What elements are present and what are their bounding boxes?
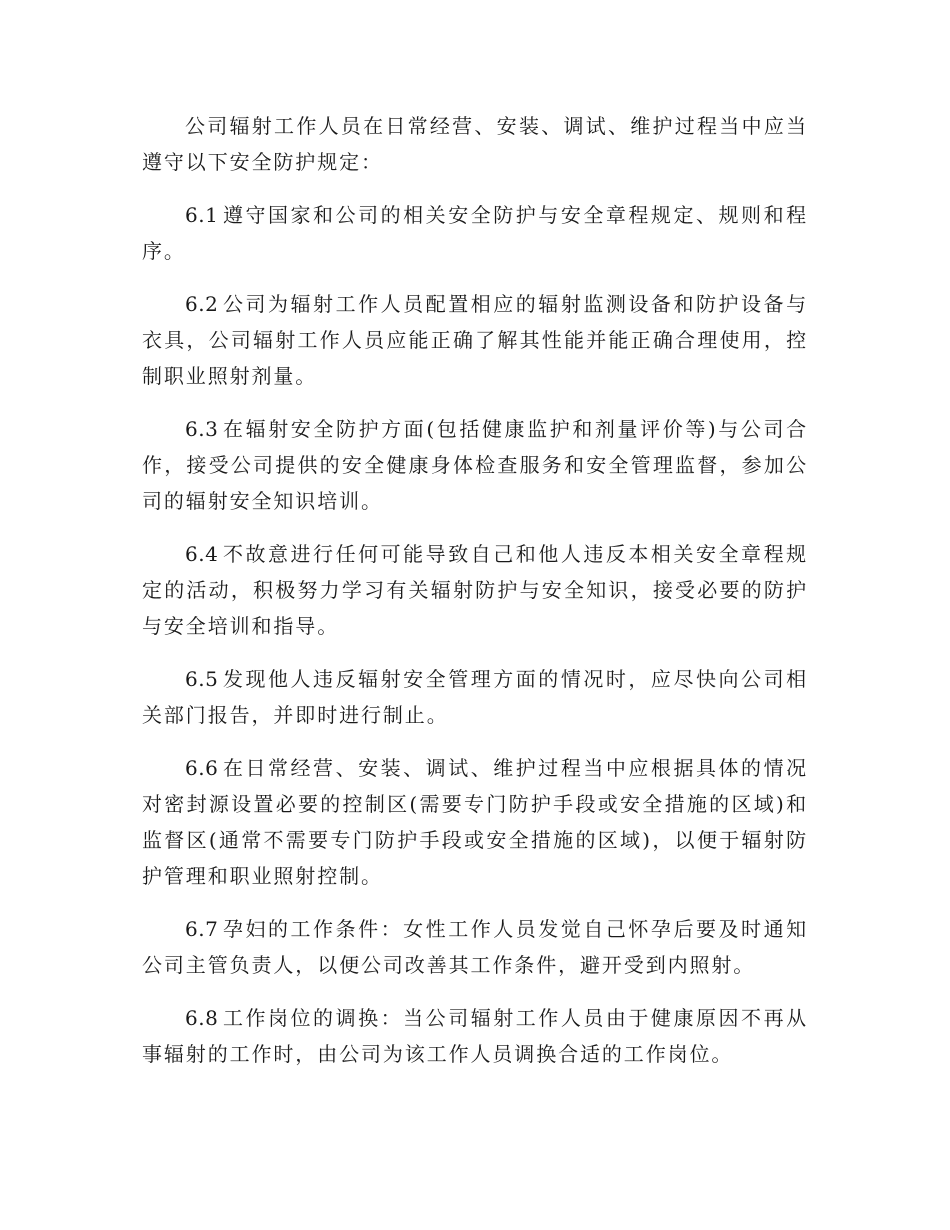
- item-number: 6.8: [185, 1006, 219, 1030]
- intro-paragraph: 公司辐射工作人员在日常经营、安装、调试、维护过程当中应当遵守以下安全防护规定：: [142, 114, 808, 174]
- item-text: 不故意进行任何可能导致自己和他人违反本相关安全章程规定的活动，积极努力学习有关辐射防护与安全知识，接受必要的防护与安全培训和指导。: [142, 542, 808, 638]
- item-text: 在辐射安全防护方面(包括健康监护和剂量评价等)与公司合作，接受公司提供的安全健康身体检查服务和安全管理监督，参加公司的辐射安全知识培训。: [142, 417, 808, 513]
- item-number: 6.6: [185, 756, 219, 780]
- item-6-2: [142, 286, 808, 394]
- item-6-3: [142, 411, 808, 519]
- item-6-6: [142, 750, 808, 894]
- item-text: 公司为辐射工作人员配置相应的辐射监测设备和防护设备与衣具，公司辐射工作人员应能正确了解其性能并能正确合理使用，控制职业照射剂量。: [142, 292, 808, 388]
- item-number: 6.1: [185, 203, 219, 227]
- item-number: 6.4: [185, 542, 219, 566]
- item-text: 发现他人违反辐射安全管理方面的情况时，应尽快向公司相关部门报告，并即时进行制止。: [142, 667, 808, 727]
- item-6-7: [142, 911, 808, 983]
- document-page: [142, 108, 808, 1089]
- item-text: 遵守国家和公司的相关安全防护与安全章程规定、规则和程序。: [142, 203, 808, 263]
- item-text: 工作岗位的调换：当公司辐射工作人员由于健康原因不再从事辐射的工作时，由公司为该工作人员调换合适的工作岗位。: [142, 1006, 808, 1066]
- item-6-4: [142, 536, 808, 644]
- item-number: 6.5: [185, 667, 219, 691]
- item-text: 孕妇的工作条件：女性工作人员发觉自己怀孕后要及时通知公司主管负责人，以便公司改善其工作条件，避开受到内照射。: [142, 917, 808, 977]
- item-6-1: [142, 197, 808, 269]
- item-number: 6.2: [185, 292, 219, 316]
- item-6-5: [142, 661, 808, 733]
- item-6-8: [142, 1000, 808, 1072]
- item-number: 6.7: [185, 917, 219, 941]
- item-text: 在日常经营、安装、调试、维护过程当中应根据具体的情况对密封源设置必要的控制区(需要专门防护手段或安全措施的区域)和监督区(通常不需要专门防护手段或安全措施的区域)，以便于辐射防护管理和职业照射控制。: [142, 756, 808, 888]
- item-number: 6.3: [185, 417, 219, 441]
